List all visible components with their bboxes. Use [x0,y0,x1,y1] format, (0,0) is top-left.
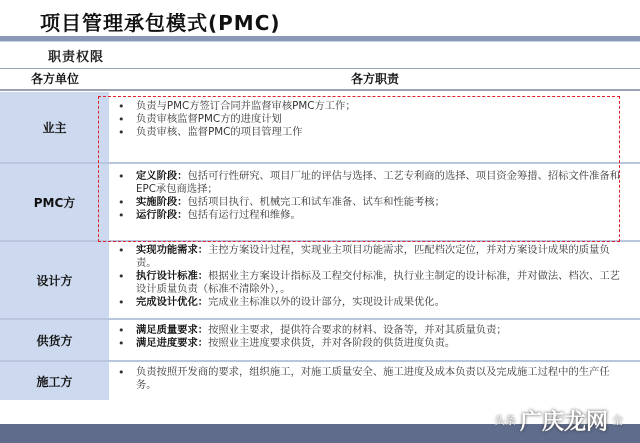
row-label-construction: 施工方 [0,362,109,400]
highlight-dashed-box [98,96,620,242]
list-item: • 实现功能需求：主控方案设计过程，实现业主项目功能需求，匹配档次定位，并对方案设计成果的质量负责。 [112,244,628,270]
list-item: • 负责与PMC方签订合同并监督审核PMC方工作； [112,100,628,113]
watermark [494,400,634,440]
list-item: • 满足进度要求：按照业主进度要求供货，并对各阶段的供货进度负责。 [112,337,628,350]
list-item: • 负责按照开发商的要求，组织施工，对施工质量安全、施工进度及成本负责以及完成施工过程中的生产任务。 [112,366,628,392]
list-item: • 满足质量要求：按照业主要求，提供符合要求的材料、设备等，并对其质量负责； [112,324,628,337]
list-item: • 定义阶段：包括可行性研究、项目厂址的评估与选择、工艺专利商的选择、项目资金筹措、招标文件准备和EPC承包商选择； [112,170,628,196]
list-item: • 完成设计优化：完成业主标准以外的设计部分，实现设计成果优化。 [112,296,628,309]
row-label-design: 设计方 [0,242,109,318]
watermark-text: 广庆龙网 [520,409,609,435]
page-title: 项目管理承包模式(PMC) [40,11,281,35]
list-item: • 负责审核监督PMC方的进度计划 [112,113,628,126]
row-label-owner: 业主 [0,92,109,162]
title-divider-thin [0,41,640,42]
column-header-party: 各方单位 [30,72,79,86]
list-item: • 实施阶段：包括项目执行、机械完工和试车准备、试车和性能考核； [112,196,628,209]
column-header-duties: 各方职责 [350,72,399,86]
row-content-supplier [112,324,628,350]
list-item: • 负责审核、监督PMC的项目管理工作 [112,126,628,139]
row-label-pmc: PMC方 [0,164,109,240]
section-title: 职责权限 [48,50,105,65]
list-item: • 运行阶段：包括有运行过程和维修。 [112,209,628,222]
watermark-suffix: 全 [612,414,624,427]
row-content-design [112,244,628,309]
row-label-supplier: 供货方 [0,320,109,360]
table-header-rule [0,89,640,91]
watermark-prefix: 头条 [494,414,516,427]
row-content-construction [112,366,628,392]
list-item: • 执行设计标准：根据业主方案设计指标及工程交付标准，执行业主制定的设计标准，并对做法、档次、工艺设计质量负责（标准不清除外），。 [112,270,628,296]
